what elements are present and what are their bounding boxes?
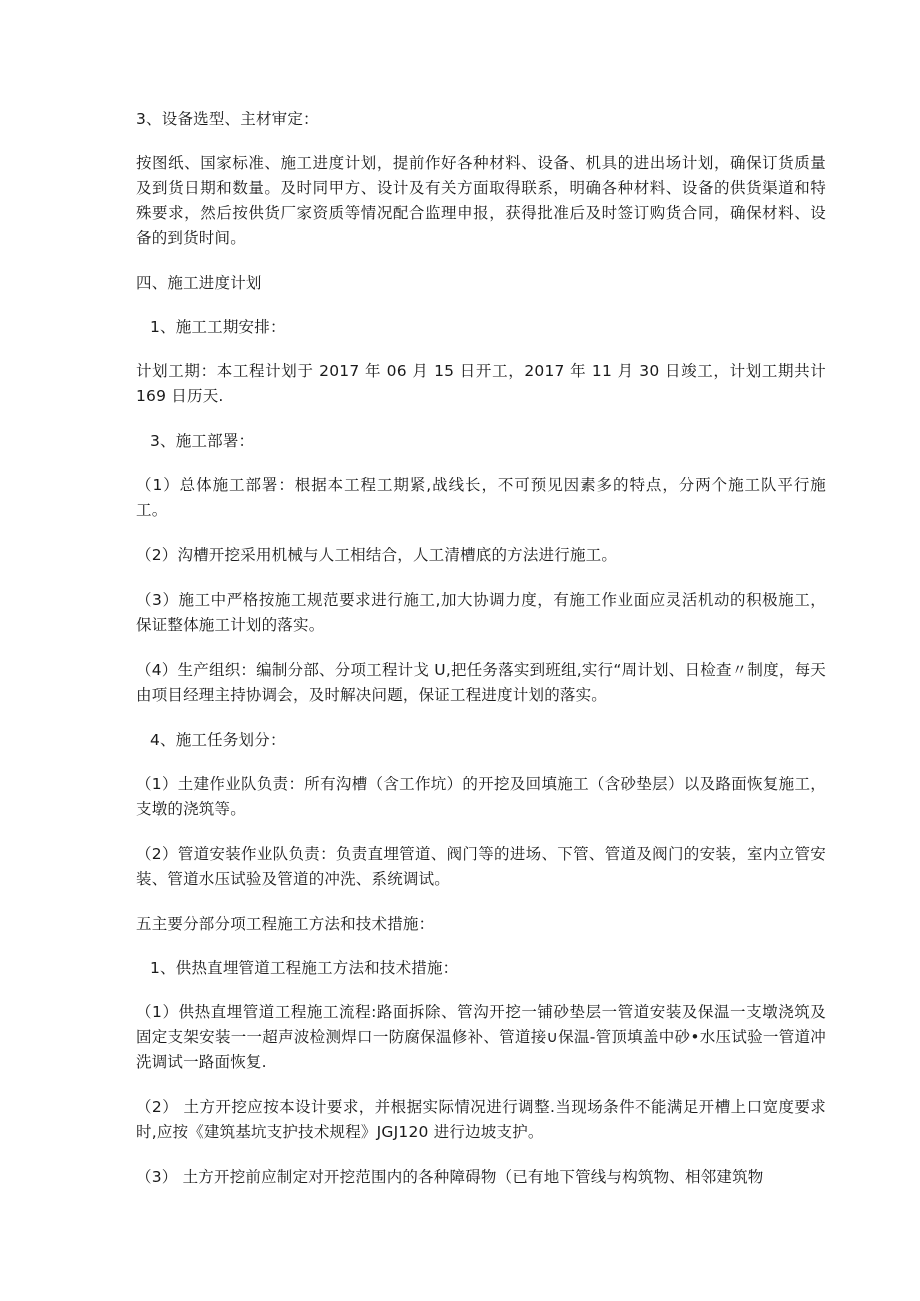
list-item-deployment-2: （2）沟槽开挖采用机械与人工相结合，人工清槽底的方法进行施工。 [136,546,618,564]
list-item-deployment-3: （3）施工中严格按施工规范要求进行施工,加大协调力度，有施工作业面应灵活机动的积极施工，保证整体施工计划的落实。 [136,591,826,634]
section-heading-methods: 五主要分部分项工程施工方法和技术措施： [136,915,435,933]
subheading-deployment: 3、施工部署： [150,432,255,450]
list-item-task-1: （1）土建作业队负责：所有沟槽（含工作坑）的开挖及回填施工（含砂垫层）以及路面恢复施工，支墩的浇筑等。 [136,775,826,818]
subheading-duration: 1、施工工期安排： [150,318,286,336]
list-item-pipeline-1: （1）供热直埋管道工程施工流程:路面拆除、管沟开挖一铺砂垫层一管道安装及保温一支墩浇筑及固定支架安装一一超声波检测焊口一防腐保温修补、管道接∪保温-管顶填盖中砂•水压试验一管道冲洗调试一路面恢复. [136,1003,826,1071]
list-item-pipeline-3: （3） 土方开挖前应制定对开挖范围内的各种障碍物（已有地下管线与构筑物、相邻建筑物 [136,1168,764,1186]
paragraph-equipment-selection: 按图纸、国家标准、施工进度计划，提前作好各种材料、设备、机具的进出场计划，确保订货质量及到货日期和数量。及时同甲方、设计及有关方面取得联系，明确各种材料、设备的供货渠道和特殊要求，然后按供货厂家资质等情况配合监理申报，获得批准后及时签订购货合同，确保材料、设备的到货时间。 [136,154,826,247]
list-item-deployment-4: （4）生产组织：编制分部、分项工程计戈 U,把任务落实到班组,实行“周计划、日检查〃制度，每天由项目经理主持协调会，及时解决问题，保证工程进度计划的落实。 [136,661,826,704]
subheading-task-division: 4、施工任务划分： [150,731,286,749]
list-item-task-2: （2）管道安装作业队负责：负责直埋管道、阀门等的进场、下管、管道及阀门的安装，室内立管安装、管道水压试验及管道的冲洗、系统调试。 [136,845,826,888]
section-heading-schedule: 四、施工进度计划 [136,274,262,292]
list-item-deployment-1: （1）总体施工部署：根据本工程工期紧,战线长，不可预见因素多的特点，分两个施工队平行施工。 [136,476,826,519]
paragraph-duration: 计划工期：本工程计划于 2017 年 06 月 15 日开工，2017 年 11 月 30 日竣工，计划工期共计 169 日历天. [136,362,826,405]
section-heading-equipment-selection: 3、设备选型、主材审定： [136,110,319,128]
subheading-pipeline-methods: 1、供热直埋管道工程施工方法和技术措施： [150,959,459,977]
list-item-pipeline-2: （2） 土方开挖应按本设计要求，并根据实际情况进行调整.当现场条件不能满足开槽上口宽度要求时,应按《建筑基坑支护技术规程》JGJ120 进行边坡支护。 [136,1098,826,1141]
document-body [136,107,826,1208]
